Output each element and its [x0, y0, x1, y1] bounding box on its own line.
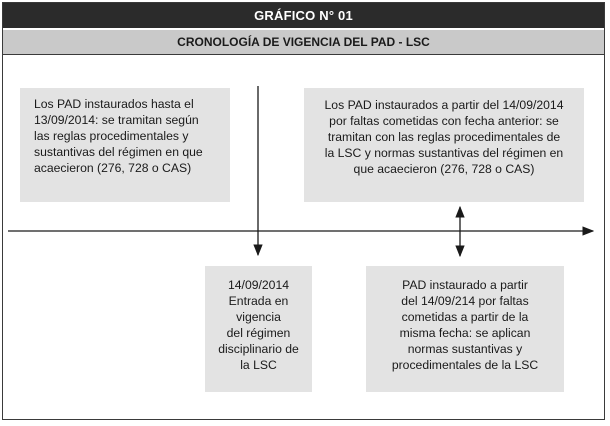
box-after-date-same-line: procedimentales de la LSC: [391, 358, 539, 372]
box-after-date-prior-line: tramitan con las reglas procedimentales de: [327, 130, 561, 144]
box-effective-date: [205, 266, 312, 392]
box-after-date-prior-faults: [304, 88, 584, 202]
box-effective-date-line: 14/09/2014: [228, 278, 289, 292]
box-before-date-line: las reglas procedimentales y: [34, 129, 189, 143]
box-after-date-same-line: misma fecha: se aplican: [399, 326, 531, 340]
figure-subtitle-text: CRONOLOGÍA DE VIGENCIA DEL PAD - LSC: [177, 35, 430, 49]
box-effective-date-line: Entrada en: [228, 294, 289, 308]
box-before-date: [20, 88, 230, 202]
box-before-date-line: sustantivas del régimen en que: [34, 145, 203, 159]
box-after-date-same-line: del 14/09/214 por faltas: [401, 294, 529, 308]
box-effective-date-line: del régimen: [226, 326, 291, 340]
box-before-date-line: 13/09/2014: se tramitan según: [34, 113, 199, 127]
box-effective-date-line: vigencia: [236, 310, 281, 324]
box-after-date-prior-line: Los PAD instaurados a partir del 14/09/2014: [324, 98, 564, 112]
box-after-date-prior-line: por faltas cometidas con fecha anterior: se: [329, 114, 559, 128]
box-after-date-same-line: PAD instaurado a partir: [402, 278, 528, 292]
box-after-date-prior-line: la LSC y normas sustantivas del régimen en: [324, 146, 564, 160]
box-after-date-prior-line: que acaecieron (276, 728 o CAS): [353, 162, 535, 176]
box-after-date-same-line: cometidas a partir de la: [401, 310, 529, 324]
figure-title: [3, 3, 604, 28]
box-after-date-same-line: normas sustantivas y: [407, 342, 523, 356]
figure-subtitle: [3, 30, 604, 55]
box-after-date-same-faults: [366, 266, 564, 392]
box-effective-date-line: disciplinario de: [218, 342, 299, 356]
box-before-date-line: acaecieron (276, 728 o CAS): [34, 161, 192, 175]
box-before-date-line: Los PAD instaurados hasta el: [34, 97, 194, 111]
figure-title-text: GRÁFICO N° 01: [254, 8, 353, 23]
box-effective-date-line: la LSC: [240, 358, 277, 372]
